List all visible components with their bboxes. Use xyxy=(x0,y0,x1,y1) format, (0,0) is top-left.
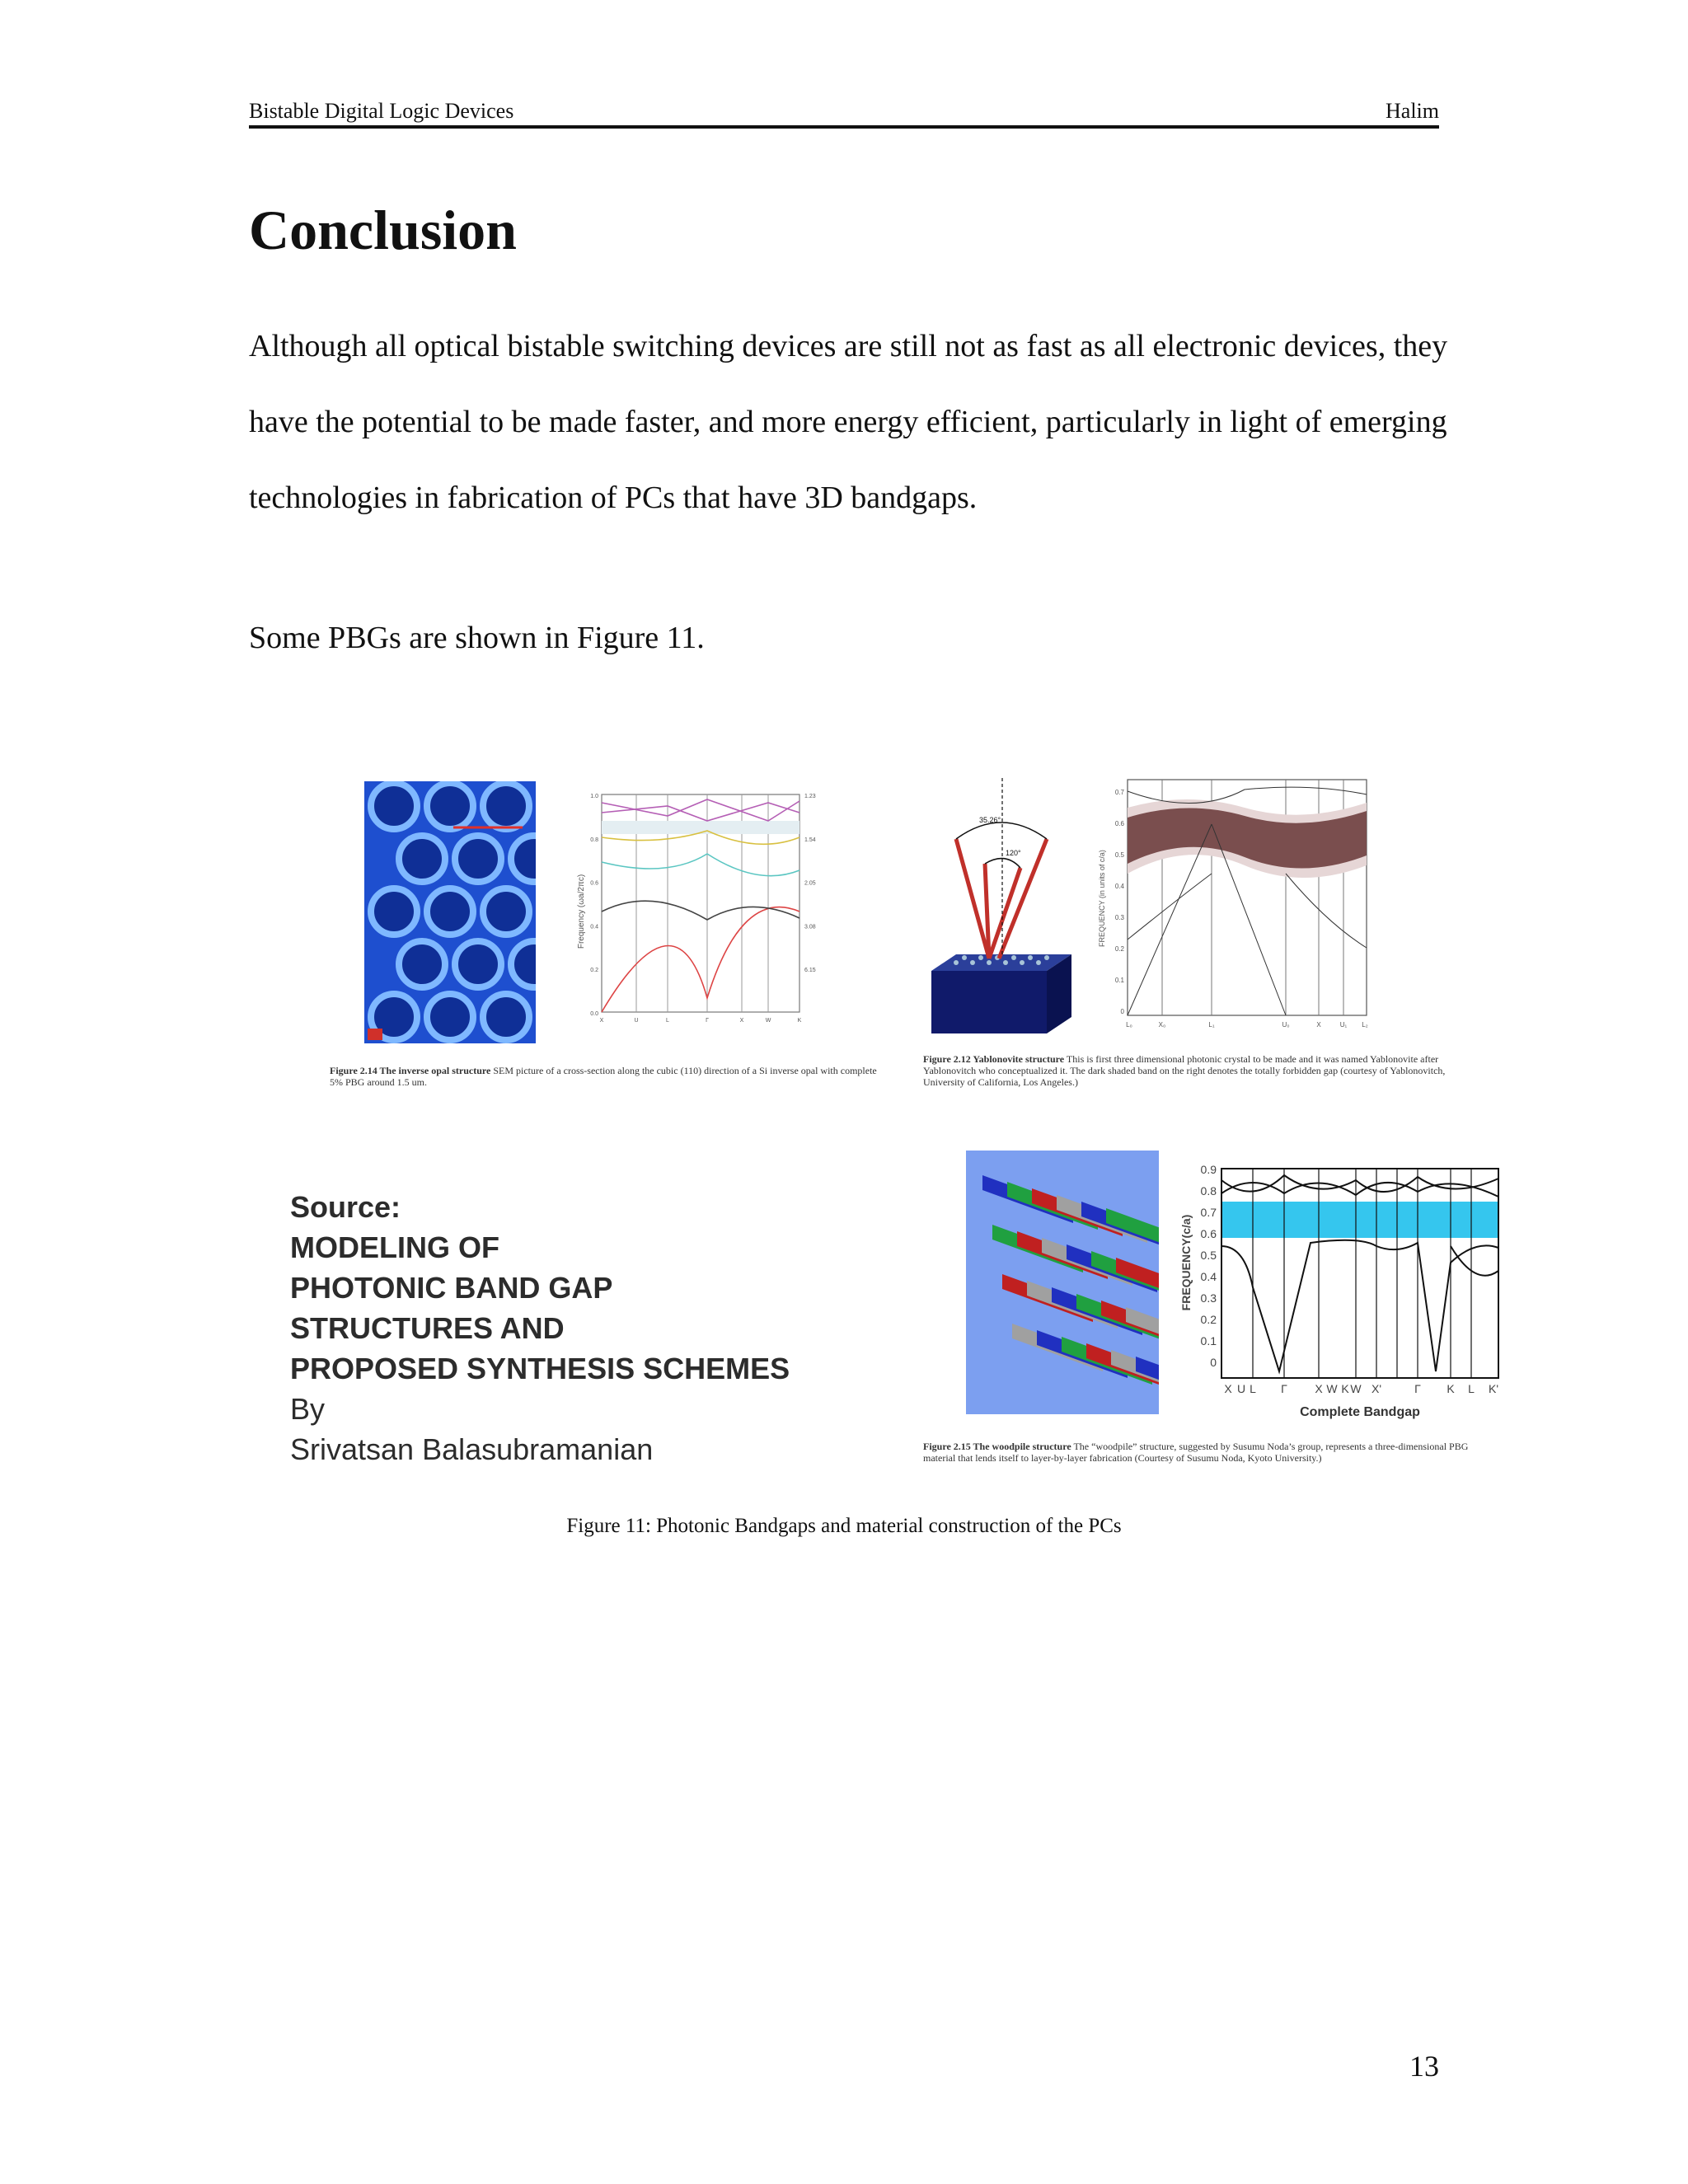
band-b-y-tick: 0.6 xyxy=(1114,820,1124,827)
band-b-x-tick: X xyxy=(1316,1021,1321,1029)
band-a-x-tick: W xyxy=(765,1018,771,1024)
band-c-y-tick: 0.5 xyxy=(1200,1249,1217,1262)
band-c-y-tick: 0 xyxy=(1210,1356,1217,1369)
band-b-y-label: FREQUENCY (in units of c/a) xyxy=(1098,850,1106,947)
band-a-x-tick: X xyxy=(739,1018,744,1024)
opal-pore xyxy=(511,941,536,987)
band-c-y-tick: 0.2 xyxy=(1200,1313,1217,1326)
inverse-opal-sem-image xyxy=(364,781,536,1043)
opal-pore xyxy=(371,783,417,829)
figure-2-15-caption-bold: Figure 2.15 The woodpile structure xyxy=(923,1441,1071,1452)
band-b-x-tick: U₀ xyxy=(1282,1021,1290,1029)
band-c-y-label: FREQUENCY(c/a) xyxy=(1179,1214,1193,1311)
band-c-x-tick: X xyxy=(1224,1382,1232,1395)
band-a-x-tick: K xyxy=(797,1018,802,1024)
yablonovite-structure-drawing xyxy=(923,773,1088,1038)
band-b-x-tick: X₀ xyxy=(1158,1021,1166,1029)
band-a-x-tick: U xyxy=(634,1018,639,1024)
angle-label-a: 35.26° xyxy=(979,816,1001,824)
opal-pore xyxy=(483,888,529,935)
figure-2-14-caption-text: SEM picture of a cross-section along the cubic (110) direction of a Si inverse opal with complete 5% PBG around 1.5 um. xyxy=(330,1065,877,1088)
band-c-y-tick: 0.1 xyxy=(1200,1334,1217,1347)
angle-label-b: 120° xyxy=(1006,849,1021,857)
inverse-opal-band-diagram xyxy=(577,788,841,1035)
opal-pore xyxy=(399,836,445,882)
band-b-y-tick: 0.1 xyxy=(1114,977,1124,984)
figure-reference-paragraph: Some PBGs are shown in Figure 11. xyxy=(249,621,705,655)
figure-2-14-caption xyxy=(330,1065,882,1088)
opal-pore xyxy=(427,783,473,829)
band-a-x-tick: X xyxy=(599,1018,604,1024)
band-c-x-tick: L xyxy=(1468,1382,1475,1395)
band-b-x-tick: L₀ xyxy=(1126,1021,1132,1029)
figure-11 xyxy=(280,766,1508,1483)
band-b-x-tick: L₂ xyxy=(1362,1021,1368,1029)
figure-2-14-caption-bold: Figure 2.14 The inverse opal structure xyxy=(330,1065,491,1076)
figure-2-15-caption xyxy=(923,1441,1500,1470)
source-line-4: STRUCTURES AND xyxy=(290,1311,565,1345)
band-a-y-tick: 0.0 xyxy=(590,1011,598,1017)
band-a-y-tick: 0.2 xyxy=(590,968,598,974)
band-a-y-tick: 0.6 xyxy=(590,880,598,887)
figure-caption: Figure 11: Photonic Bandgaps and material construction of the PCs xyxy=(566,1515,1122,1537)
band-b-y-tick: 0.7 xyxy=(1114,789,1124,796)
source-line-1: Source: xyxy=(290,1190,401,1224)
woodpile-band-diagram xyxy=(1170,1164,1500,1427)
band-b-x-tick: U₁ xyxy=(1339,1021,1348,1029)
page-number: 13 xyxy=(1409,2050,1439,2083)
band-c-y-tick: 0.8 xyxy=(1200,1184,1217,1197)
band-c-x-tick: L xyxy=(1250,1382,1256,1395)
band-c-x-tick: K xyxy=(1341,1382,1349,1395)
complete-bandgap-label: Complete Bandgap xyxy=(1300,1405,1420,1419)
band-a-y-label: Frequency (ωa/2πc) xyxy=(577,874,586,949)
band-a-x-tick: L xyxy=(666,1018,669,1024)
yablonovite-band-diagram xyxy=(1096,775,1376,1038)
woodpile-structure-drawing xyxy=(966,1151,1159,1414)
figure-2-12-caption-text: This is first three dimensional photonic crystal to be made and it was named Yablonovite after Yablonovitch who conceptualized it. The dark shaded band on the right denotes the totally forbidden gap (courtesy of Yablonovitch, University of California, Los Angeles.) xyxy=(923,1053,1446,1088)
band-b-y-tick: 0.5 xyxy=(1114,851,1124,859)
band-b-y-tick: 0.2 xyxy=(1114,945,1124,953)
band-a-right-tick: 1.23 xyxy=(804,794,816,799)
band-a-right-tick: 6.15 xyxy=(804,968,816,974)
band-c-y-tick: 0.9 xyxy=(1200,1164,1217,1176)
band-c-x-tick: U xyxy=(1236,1382,1246,1395)
band-b-y-tick: 0 xyxy=(1120,1008,1124,1015)
band-a-right-tick: 1.54 xyxy=(804,837,816,843)
opal-pore xyxy=(427,994,473,1040)
header-rule xyxy=(249,125,1439,129)
running-header-title: Bistable Digital Logic Devices xyxy=(249,99,514,123)
band-c-x-tick: Γ xyxy=(1281,1382,1287,1395)
source-line-5: PROPOSED SYNTHESIS SCHEMES xyxy=(290,1352,790,1385)
band-c-y-tick: 0.4 xyxy=(1200,1270,1217,1283)
opal-pore xyxy=(455,941,501,987)
band-a-y-tick: 0.4 xyxy=(590,924,598,930)
band-c-x-tick: W xyxy=(1326,1382,1338,1395)
opal-pore xyxy=(399,941,445,987)
band-a-x-tick: Γ xyxy=(706,1018,709,1024)
source-attribution xyxy=(290,1187,790,1469)
band-c-y-tick: 0.7 xyxy=(1200,1206,1217,1219)
band-a-y-tick: 0.8 xyxy=(590,837,598,843)
opal-pore xyxy=(427,888,473,935)
band-c-y-tick: 0.3 xyxy=(1200,1291,1217,1305)
figure-2-12-caption xyxy=(923,1053,1451,1088)
figure-2-15-caption-text: The “woodpile” structure, suggested by Susumu Noda’s group, represents a three-dimensional PBG material that lends itself to layer-by-layer fabrication (Courtesy of Susumu Noda, Kyoto University.) xyxy=(923,1441,1469,1464)
section-title: Conclusion xyxy=(249,199,517,261)
band-a-right-tick: 2.05 xyxy=(804,880,816,887)
band-a-right-tick: 3.08 xyxy=(804,924,816,930)
band-c-x-tick: X' xyxy=(1371,1382,1382,1395)
conclusion-paragraph: Although all optical bistable switching devices are still not as fast as all electronic devices, they have the potential to be made faster, and more energy efficient, particularly in light of emerging technologies in fabrication of PCs that have 3D bandgaps. xyxy=(249,329,1448,515)
band-c-x-tick: W xyxy=(1350,1382,1362,1395)
band-c-x-tick: K xyxy=(1447,1382,1455,1395)
opal-pore xyxy=(371,888,417,935)
source-by: By xyxy=(290,1392,326,1426)
source-author: Srivatsan Balasubramanian xyxy=(290,1432,654,1466)
source-line-2: MODELING OF xyxy=(290,1230,499,1264)
band-c-x-tick: X xyxy=(1315,1382,1323,1395)
opal-pore xyxy=(511,836,536,882)
band-c-x-tick: K' xyxy=(1488,1382,1499,1395)
source-line-3: PHOTONIC BAND GAP xyxy=(290,1271,613,1305)
band-b-y-tick: 0.4 xyxy=(1114,883,1124,890)
figure-2-12-caption-bold: Figure 2.12 Yablonovite structure xyxy=(923,1053,1065,1065)
band-a-y-tick: 1.0 xyxy=(590,794,598,799)
opal-pore xyxy=(455,836,501,882)
band-b-x-tick: L₁ xyxy=(1208,1021,1215,1029)
band-c-y-tick: 0.6 xyxy=(1200,1227,1217,1240)
opal-pore xyxy=(483,994,529,1040)
opal-pore xyxy=(483,783,529,829)
band-b-y-tick: 0.3 xyxy=(1114,914,1124,921)
running-header-author: Halim xyxy=(1386,99,1439,123)
band-c-x-tick: Γ xyxy=(1414,1382,1421,1395)
